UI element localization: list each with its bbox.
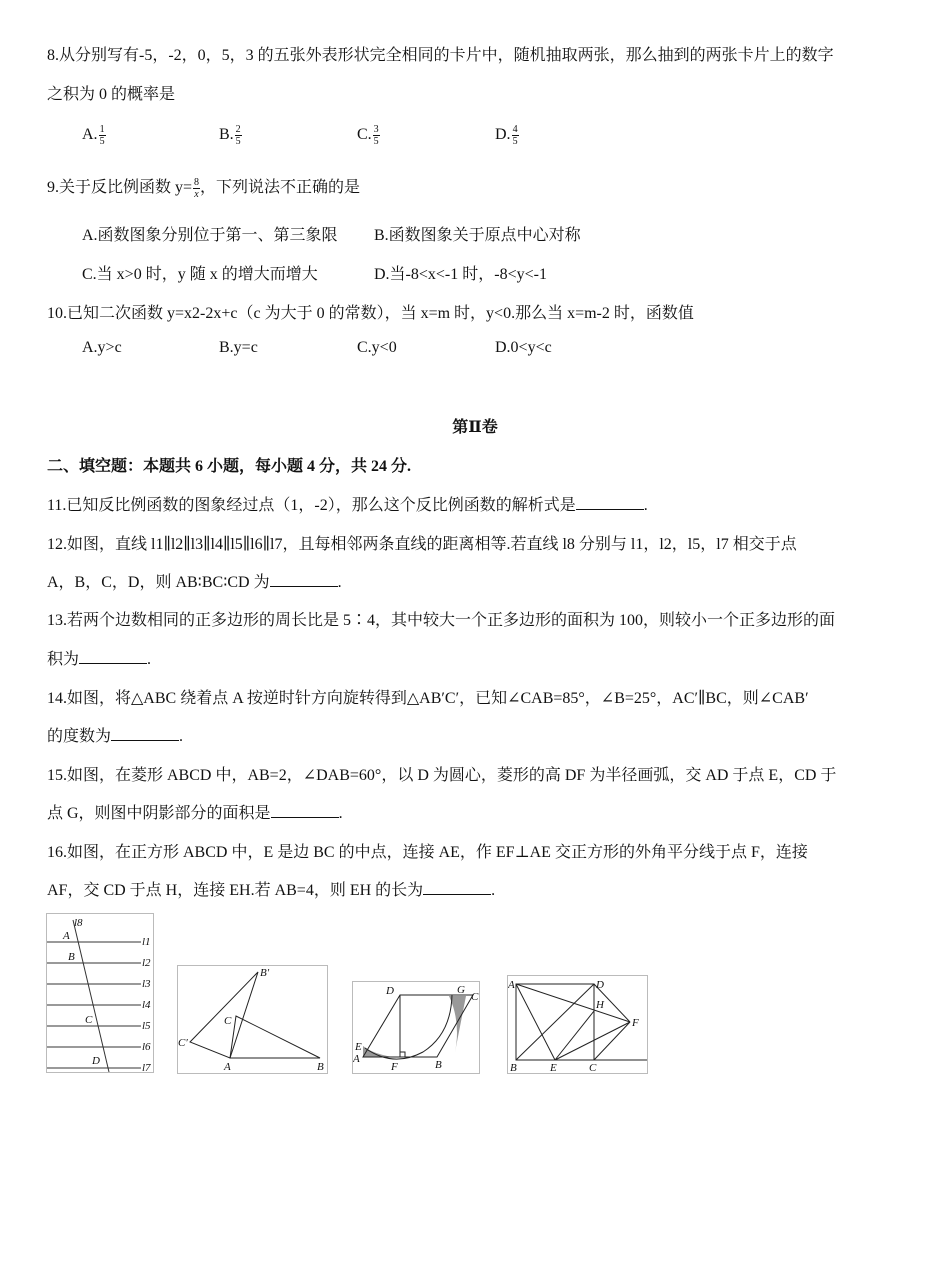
q12-answer-blank[interactable] xyxy=(270,572,338,587)
q8-option-d: D. $\frac{4}{5}$ xyxy=(495,124,518,147)
label-l2: l2 xyxy=(142,957,151,969)
q12-line1: 12.如图，直线 l1∥l2∥l3∥l4∥l5∥l6∥l7，且每相邻两条直线的距离相等.若直线 l8 分别与 l1，l2，l5，l7 相交于点 xyxy=(47,536,797,553)
q13-line1: 13.若两个边数相同的正多边形的周长比是 5∶4，其中较大一个正多边形的面积为 100，则较小一个正多边形的面 xyxy=(47,612,836,629)
q11-answer-blank[interactable] xyxy=(576,495,644,510)
label-l4: l4 xyxy=(142,999,151,1011)
point-c: C xyxy=(85,1014,93,1026)
q16-answer-blank[interactable] xyxy=(423,880,491,895)
q9-option-c: C.当 x>0 时，y 随 x 的增大而增大 xyxy=(82,266,318,283)
q16-line1: 16.如图，在正方形 ABCD 中，E 是边 BC 的中点，连接 AE，作 EF⊥AE 交正方形的外角平分线于点 F，连接 xyxy=(47,844,808,861)
point-h: H xyxy=(596,999,604,1011)
point-a: A xyxy=(63,930,70,942)
q9-option-a: A.函数图象分别位于第一、第三象限 xyxy=(82,227,338,244)
q8-option-a: A. $\frac{1}{5}$ xyxy=(82,124,105,147)
q10-option-b: B.y=c xyxy=(219,339,258,356)
q14-answer-blank[interactable] xyxy=(111,726,179,741)
q13-line2: 积为 . xyxy=(47,651,152,668)
point-g: G xyxy=(457,984,465,996)
q13-answer-blank[interactable] xyxy=(79,649,147,664)
q10-option-a: A.y>c xyxy=(82,339,122,356)
q14-line1: 14.如图，将△ABC 绕着点 A 按逆时针方向旋转得到△AB′C′，已知∠CAB=85°，∠B=25°，AC′∥BC，则∠CAB′ xyxy=(47,690,809,707)
label-l1: l1 xyxy=(142,936,151,948)
q15-answer-blank[interactable] xyxy=(271,803,339,818)
q12-line2: A，B，C，D，则 AB∶BC∶CD 为 . xyxy=(47,574,342,591)
figure-rhombus-arc xyxy=(352,981,480,1074)
q15-line1: 15.如图，在菱形 ABCD 中，AB=2，∠DAB=60°，以 D 为圆心，菱形的高 DF 为半径画弧，交 AD 于点 E，CD 于 xyxy=(47,767,837,784)
q8-line1: 8.从分别写有-5，-2，0，5，3 的五张外表形状完全相同的卡片中，随机抽取两张，那么抽到的两张卡片上的数字 xyxy=(47,47,834,64)
point-a: A xyxy=(224,1061,231,1073)
point-e: E xyxy=(550,1062,557,1073)
q14-line2: 的度数为 . xyxy=(47,728,184,745)
point-c: C xyxy=(224,1015,232,1027)
q8-option-c: C. $\frac{3}{5}$ xyxy=(357,124,379,147)
figure-square xyxy=(507,975,648,1074)
q11: 11.已知反比例函数的图象经过点（1，-2），那么这个反比例函数的解析式是 . xyxy=(47,497,648,514)
label-l5: l5 xyxy=(142,1020,151,1032)
label-l7: l7 xyxy=(142,1062,151,1072)
label-l6: l6 xyxy=(142,1041,151,1053)
q9-stem: 9.关于反比例函数 y= $\frac{8}{x}$ ，下列说法不正确的是 xyxy=(47,176,361,200)
q8-line2: 之积为 0 的概率是 xyxy=(47,86,176,103)
q9-option-d: D.当-8<x<-1 时，-8<y<-1 xyxy=(374,266,547,283)
section-heading: 二、填空题：本题共 6 小题，每小题 4 分，共 24 分. xyxy=(47,458,412,475)
label-l3: l3 xyxy=(142,978,151,990)
point-e: E xyxy=(355,1041,362,1053)
q8-option-b: B. $\frac{2}{5}$ xyxy=(219,124,241,147)
point-c: C xyxy=(471,991,479,1003)
label-l8: l8 xyxy=(74,917,83,929)
figure-parallel-lines xyxy=(46,913,154,1073)
point-b-prime: B′ xyxy=(260,967,270,979)
point-c: C xyxy=(589,1062,597,1073)
point-f: F xyxy=(391,1061,398,1073)
point-b: B xyxy=(435,1059,442,1071)
q10-option-d: D.0<y<c xyxy=(495,339,552,356)
point-c-prime: C′ xyxy=(178,1037,188,1049)
figure-rotation xyxy=(177,965,328,1074)
point-b: B xyxy=(510,1062,517,1073)
point-b: B xyxy=(317,1061,324,1073)
point-a: A xyxy=(353,1053,360,1065)
q15-line2: 点 G，则图中阴影部分的面积是 . xyxy=(47,805,343,822)
q9-option-b: B.函数图象关于原点中心对称 xyxy=(374,227,581,244)
q10-stem: 10.已知二次函数 y=x2-2x+c（c 为大于 0 的常数），当 x=m 时，y<0.那么当 x=m-2 时，函数值 xyxy=(47,305,694,322)
point-a: A xyxy=(508,979,515,991)
point-f: F xyxy=(632,1017,639,1029)
point-d: D xyxy=(92,1055,100,1067)
q10-option-c: C.y<0 xyxy=(357,339,397,356)
point-b: B xyxy=(68,951,75,963)
section-title: 第Ⅱ卷 xyxy=(452,419,498,436)
point-d: D xyxy=(596,979,604,991)
q16-line2: AF，交 CD 于点 H，连接 EH.若 AB=4，则 EH 的长为 . xyxy=(47,882,496,899)
point-d: D xyxy=(386,985,394,997)
